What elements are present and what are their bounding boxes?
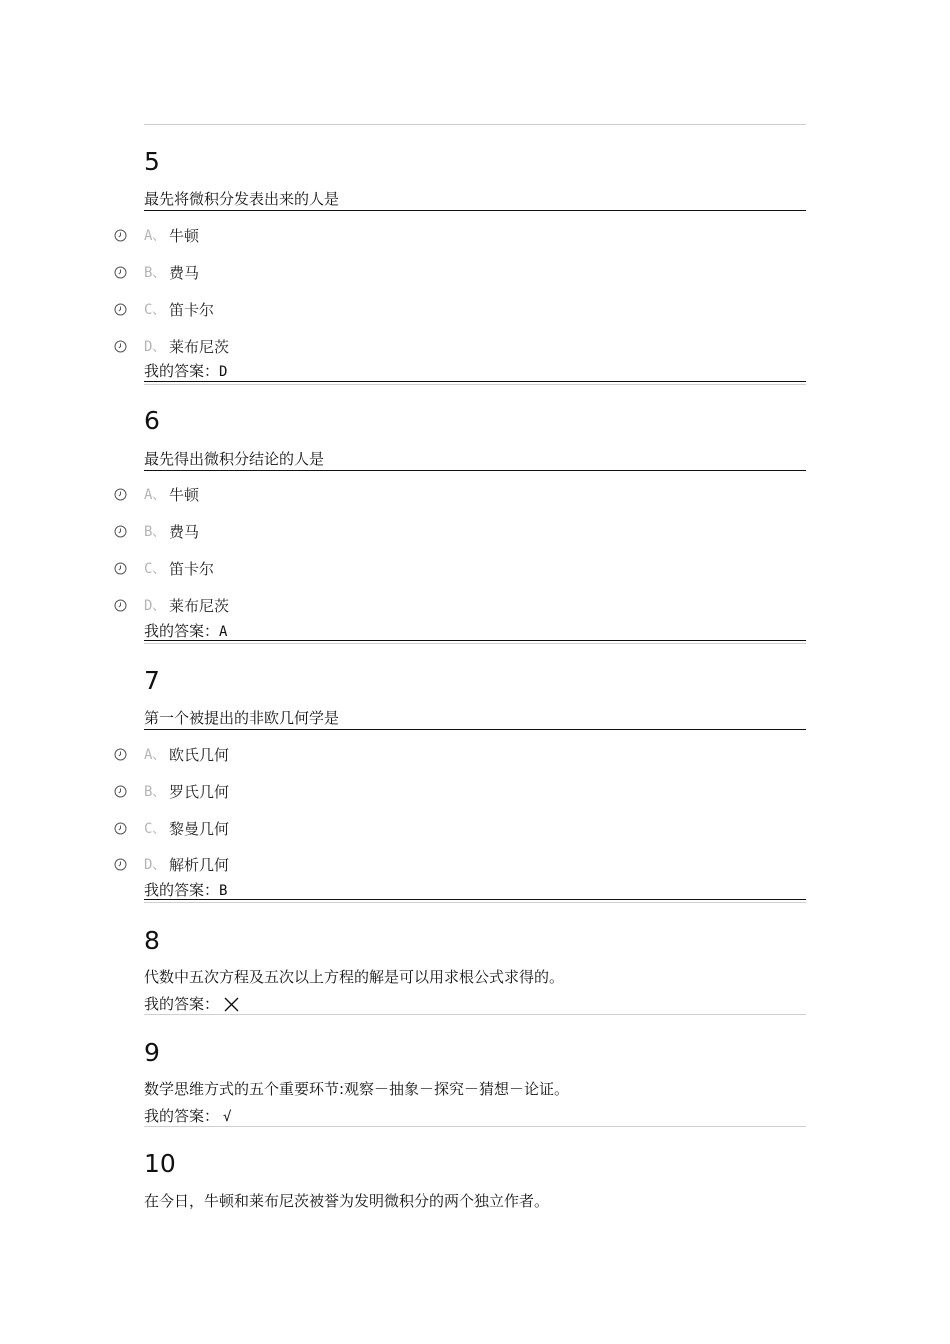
option-text: 莱布尼茨 <box>169 597 230 615</box>
option-separator: 、 <box>152 339 166 355</box>
answer-label: 我的答案： <box>144 1107 220 1125</box>
answer-label: 我的答案： <box>144 362 220 380</box>
question-number: 6 <box>144 406 160 435</box>
top-divider <box>144 124 806 125</box>
option-text: 莱布尼茨 <box>169 338 230 356</box>
question-underline <box>144 210 806 211</box>
answer-value: D <box>219 364 228 380</box>
my-answer <box>144 880 227 901</box>
option-letter: B <box>144 265 153 281</box>
answer-label: 我的答案： <box>144 881 220 899</box>
my-answer <box>144 994 240 1014</box>
option-letter: A <box>144 487 153 503</box>
radio-clock-icon <box>114 822 127 835</box>
option-letter: B <box>144 524 153 540</box>
question-text: 数学思维方式的五个重要环节:观察－抽象－探究－猜想－论证。 <box>144 1080 570 1098</box>
option-separator: 、 <box>152 598 166 614</box>
question-underline <box>144 470 806 471</box>
answer-underline <box>144 899 806 900</box>
question-number: 10 <box>144 1149 176 1178</box>
radio-clock-icon <box>114 858 127 871</box>
option-separator: 、 <box>152 747 166 763</box>
option-text: 牛顿 <box>169 486 200 504</box>
question-text: 最先将微积分发表出来的人是 <box>144 190 340 208</box>
radio-clock-icon <box>114 488 127 501</box>
question-text: 在今日，牛顿和莱布尼茨被誉为发明微积分的两个独立作者。 <box>144 1192 550 1210</box>
question-number: 7 <box>144 666 160 695</box>
option-text: 欧氏几何 <box>169 746 230 764</box>
radio-clock-icon <box>114 303 127 316</box>
option-text: 解析几何 <box>169 856 230 874</box>
radio-clock-icon <box>114 340 127 353</box>
option-letter: A <box>144 747 153 763</box>
option-text: 费马 <box>169 264 200 282</box>
option-separator: 、 <box>152 228 166 244</box>
my-answer <box>144 1106 231 1127</box>
answer-label: 我的答案： <box>144 622 220 640</box>
radio-clock-icon <box>114 748 127 761</box>
option-separator: 、 <box>152 302 166 318</box>
radio-clock-icon <box>114 266 127 279</box>
cross-icon <box>223 996 240 1013</box>
option-letter: C <box>144 302 153 318</box>
option-letter: D <box>144 598 153 614</box>
option-text: 费马 <box>169 523 200 541</box>
option-separator: 、 <box>152 821 166 837</box>
question-text: 代数中五次方程及五次以上方程的解是可以用求根公式求得的。 <box>144 968 565 986</box>
radio-clock-icon <box>114 562 127 575</box>
option-text: 笛卡尔 <box>169 560 215 578</box>
option-separator: 、 <box>152 524 166 540</box>
answer-underline <box>144 640 806 641</box>
option-letter: D <box>144 857 153 873</box>
radio-clock-icon <box>114 229 127 242</box>
my-answer <box>144 361 227 382</box>
option-separator: 、 <box>152 561 166 577</box>
radio-clock-icon <box>114 599 127 612</box>
check-icon: √ <box>223 1109 232 1125</box>
my-answer <box>144 621 227 642</box>
option-separator: 、 <box>152 784 166 800</box>
question-number: 5 <box>144 147 160 176</box>
option-letter: C <box>144 821 153 837</box>
question-underline <box>144 729 806 730</box>
answer-divider <box>144 1126 806 1127</box>
question-number: 9 <box>144 1038 160 1067</box>
question-text: 第一个被提出的非欧几何学是 <box>144 709 340 727</box>
answer-underline <box>144 381 806 382</box>
option-letter: A <box>144 228 153 244</box>
option-text: 笛卡尔 <box>169 301 215 319</box>
answer-value: B <box>219 883 228 899</box>
option-separator: 、 <box>152 487 166 503</box>
radio-clock-icon <box>114 785 127 798</box>
question-text: 最先得出微积分结论的人是 <box>144 450 325 468</box>
option-text: 黎曼几何 <box>169 820 230 838</box>
answer-value: A <box>219 624 228 640</box>
option-separator: 、 <box>152 265 166 281</box>
option-separator: 、 <box>152 857 166 873</box>
option-text: 罗氏几何 <box>169 783 230 801</box>
question-number: 8 <box>144 926 160 955</box>
option-text: 牛顿 <box>169 227 200 245</box>
option-letter: D <box>144 339 153 355</box>
option-letter: C <box>144 561 153 577</box>
answer-label: 我的答案： <box>144 995 220 1013</box>
option-letter: B <box>144 784 153 800</box>
answer-divider <box>144 1014 806 1015</box>
radio-clock-icon <box>114 525 127 538</box>
